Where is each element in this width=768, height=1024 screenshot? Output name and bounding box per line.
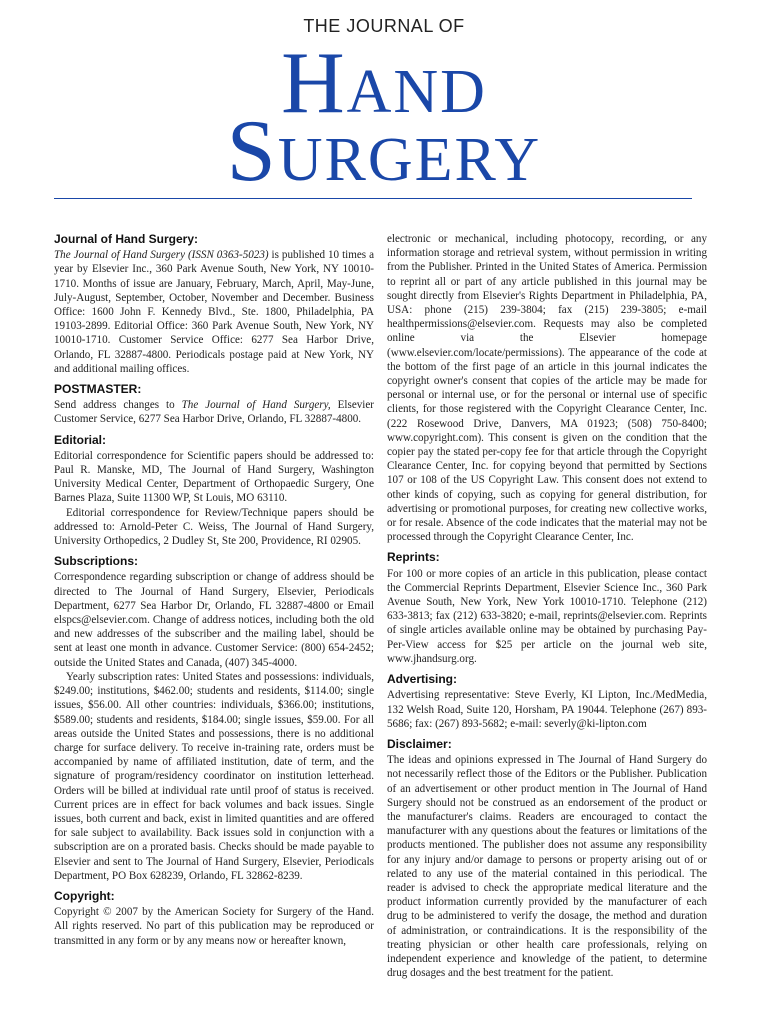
disclaimer-body: The ideas and opinions expressed in The Journal of Hand Surgery do not necessarily reflect those of the Editors or the Publisher. Publication of an advertisement or other product mention in The Journal of Hand Surgery should not be construed as an endorsement of the product or the manufacturer's claims. Readers are encouraged to contact the manufacturer with any questions about the features or limitations of the products mentioned. The publisher does not assume any responsibility for any injury and/or damage to persons or property arising out of or related to any use of the material contained in this periodical. The reader is advised to check the appropriate medical literature and the product information currently provided by the manufacturer of each drug to be administered to verify the dosage, the method and duration of administration, or contraindications. It is the responsibility of the treating physician or other health care professionals, relying on independent experience and knowledge of the patient, to determine drug dosages and the best treatment for the patient. xyxy=(387,754,707,980)
journal-info-text: is published 10 times a year by Elsevier Inc., 360 Park Avenue South, New York, NY 10010-1710. Months of issue are January, February, March, April, May-June, July-August, September, October, November and December. Business Office: 1600 John F. Kennedy Blvd., Ste. 1800, Philadelphia, PA 19103-2899. Editorial Office: 360 Park Avenue South, New York, NY 10010-1710. Customer Service Office: 6277 Sea Harbor Drive, Orlando, FL 32887-4800. Periodicals postage paid at New York, NY and additional mailing offices. xyxy=(54,249,374,375)
postmaster-journal-italic: The Journal of Hand Surgery, xyxy=(181,399,331,412)
journal-info-heading: Journal of Hand Surgery: xyxy=(54,232,199,246)
postmaster-pre: Send address changes to xyxy=(54,399,182,412)
postmaster-body xyxy=(54,398,374,426)
title-rule xyxy=(54,198,692,199)
postmaster-post: Elsevier Customer Service, 6277 Sea Harbor Drive, Orlando, FL 32887-4800. xyxy=(54,399,374,426)
postmaster-heading: POSTMASTER: xyxy=(54,382,142,397)
reprints-heading: Reprints: xyxy=(387,550,440,565)
disclaimer-heading: Disclaimer: xyxy=(387,736,452,751)
journal-title-hand: Hand xyxy=(281,35,487,132)
journal-name-italic: The Journal of Hand Surgery (ISSN 0363-5023) xyxy=(54,249,269,262)
advertising-body: Advertising representative: Steve Everly, KI Lipton, Inc./MedMedia, 132 Welsh Road, Suite 120, Horsham, PA 19044. Telephone (267) 893-5686; fax: (267) 893-5682; e-mail: severly@ki-lipton.com xyxy=(387,689,707,730)
subscriptions-para-1: Correspondence regarding subscription or change of address should be directed to The Journal of Hand Surgery, Elsevier, Periodicals Department, 6277 Sea Harbor Dr, Orlando, FL 32887-4800 or Email elspcs@elsevier.com. Change of address notices, including both the old and new addresses of the subscriber and the mailing label, should be sent at least one month in advance. Customer Service: (800) 654-2452; outside the United States and Canada, (407) 345-4000. xyxy=(54,571,374,669)
advertising-section xyxy=(387,672,707,731)
right-column xyxy=(387,232,707,986)
copyright-body: Copyright © 2007 by the American Society for Surgery of the Hand. All rights reserved. No part of this publication may be reproduced or transmitted in any form or by any means now or hereafter known, xyxy=(54,906,374,947)
postmaster-section xyxy=(54,382,374,427)
copyright-continued xyxy=(387,232,707,544)
editorial-para-2: Editorial correspondence for Review/Technique papers should be addressed to: Arnold-Peter C. Weiss, The Journal of Hand Surgery, University Orthopedics, 2 Dudley St, Ste 200, Providence, RI 02905. xyxy=(54,506,374,548)
reprints-section xyxy=(387,550,707,666)
journal-title-surgery: Surgery xyxy=(226,103,542,200)
subscriptions-section xyxy=(54,554,374,883)
journal-pre-title: THE JOURNAL OF xyxy=(303,16,465,36)
copyright-continued-body: electronic or mechanical, including photocopy, recording, or any information storage and retrieval system, without permission in writing from the Publisher. Printed in the United States of America. Permission to reprint all or part of any article published in this journal may be sought directly from Elsevier's Rights Department in Philadelphia, PA, USA: phone (215) 239-3804; fax (215) 239-3805; e-mail healthpermissions@elsevier.com. Requests may also be completed online via the Elsevier homepage (www.elsevier.com/locate/permissions). The appearance of the code at the bottom of the first page of an article in this journal indicates the copyright owner's consent that copies of the article may be made for personal or internal use, or for the personal or internal use of specific clients, for those registered with the Copyright Clearance Center, Inc. (222 Rosewood Drive, Danvers, MA 01923; (508) 750-8400; www.copyright.com). This consent is given on the condition that the copier pay the stated per-copy fee for that article through the Copyright Clearance Center, Inc. for copying beyond that permitted by Sections 107 or 108 of the US Copyright Law. This consent does not extend to other kinds of copying, such as copying for general distribution, for advertising or promotional purposes, for creating new collective works, or for resale. Absence of the code indicates that the material may not be processed through the Copyright Clearance Center, Inc. xyxy=(387,233,707,544)
editorial-para-1: Editorial correspondence for Scientific papers should be addressed to: Paul R. Manske, MD, The Journal of Hand Surgery, Washington University Medical Center, Department of Orthopaedic Surgery, One Barnes Plaza, Suite 11300 WP, St Louis, MO 63110. xyxy=(54,449,374,505)
journal-info-body xyxy=(54,248,374,376)
subscriptions-para-2: Yearly subscription rates: United States and possessions: individuals, $249.00; institutions, $462.00; students and residents, $114.00; single issues, $56.00. All other countries: individuals, $366.00; institutions, $589.00; students and residents, $184.00; single issues, $59.00. For all areas outside the United States and possessions, there is no additional charge for surface delivery. To receive in-training rate, orders must be accompanied by name of affiliated institution, date of term, and the signature of program/residency coordinator on institution letterhead. Orders will be billed at individual rate until proof of status is received. Current prices are in effect for back volumes and back issues. Single issues, both current and back, exist in limited quantities and are offered for sale subject to availability. Back issues sold in conjunction with a subscription are on a prorated basis. Checks should be made payable to Elsevier and sent to The Journal of Hand Surgery, Elsevier, Periodicals Department, PO Box 628239, Orlando, FL 32862-8239. xyxy=(54,670,374,882)
copyright-heading: Copyright: xyxy=(54,888,115,903)
disclaimer-section xyxy=(387,737,707,980)
editorial-section xyxy=(54,433,374,549)
reprints-body: For 100 or more copies of an article in this publication, please contact the Commercial Reprints Department, Elsevier Science Inc., 360 Park Avenue South, New York, New York 10010-1710. Telephone (212) 633-3813; fax (212) 633-3820; e-mail, reprints@elsevier.com. Reprints of single articles available online may be obtained by purchasing Pay-Per-View access for $25 per article on the journal web site, www.jhandsurg.org. xyxy=(387,567,707,665)
subscriptions-heading: Subscriptions: xyxy=(54,554,139,569)
journal-info-section xyxy=(54,232,374,376)
left-column xyxy=(54,232,374,954)
advertising-heading: Advertising: xyxy=(387,672,458,687)
editorial-heading: Editorial: xyxy=(54,432,107,447)
copyright-section xyxy=(54,889,374,948)
masthead xyxy=(0,0,768,204)
